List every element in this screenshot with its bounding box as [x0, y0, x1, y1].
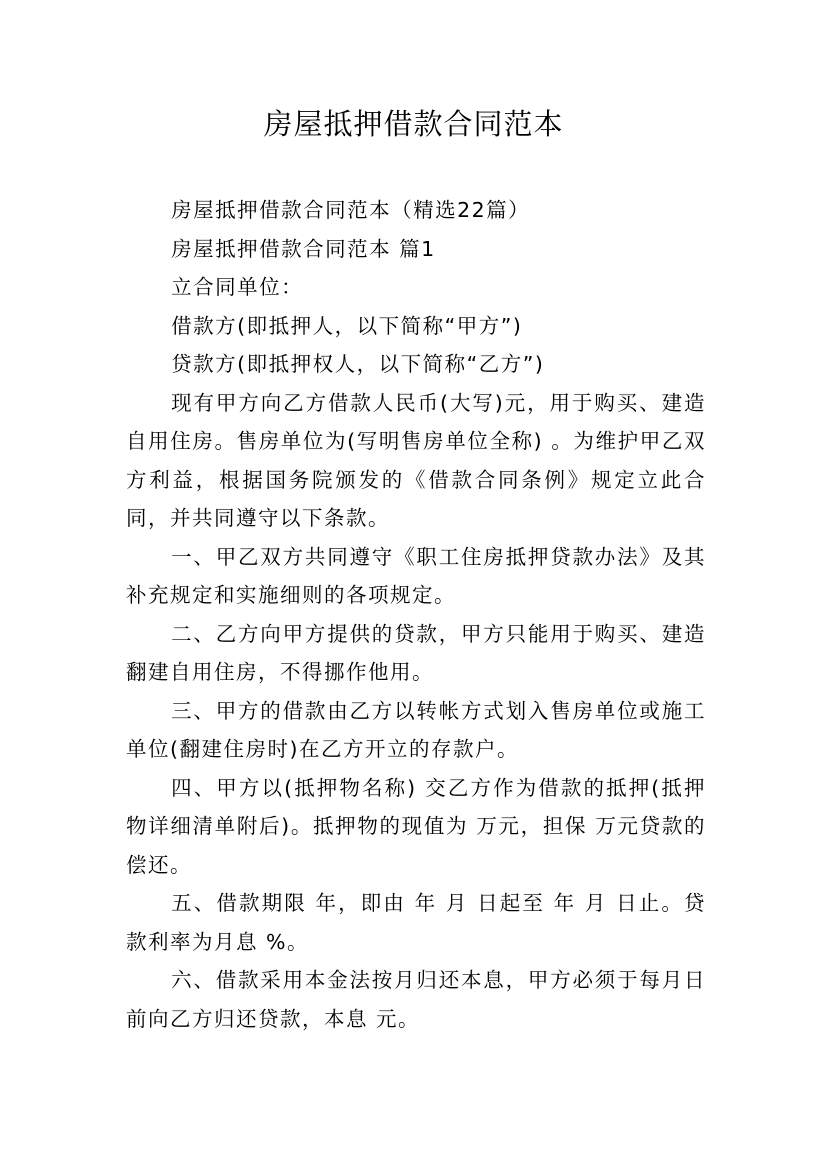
paragraph-clause-5: 五、借款期限 年，即由 年 月 日起至 年 月 日止。贷款利率为月息 %。 [126, 891, 706, 954]
paragraph-lender: 贷款方(即抵押权人，以下简称“乙方”) [171, 352, 545, 376]
paragraph-preamble: 现有甲方向乙方借款人民币(大写)元，用于购买、建造自用住房。售房单位为(写明售房单位全称) 。为维护甲乙双方利益，根据国务院颁发的《借款合同条例》规定立此合同，并共同遵守以下条款。 [126, 390, 706, 530]
paragraph-parties-label: 立合同单位： [171, 275, 304, 299]
paragraph-subtitle: 房屋抵押借款合同范本（精选22篇） [171, 198, 531, 222]
document-body [126, 191, 706, 1038]
paragraph-clause-3: 三、甲方的借款由乙方以转帐方式划入售房单位或施工单位(翻建住房时)在乙方开立的存款户。 [126, 698, 706, 761]
paragraph-clause-1: 一、甲乙双方共同遵守《职工住房抵押贷款办法》及其补充规定和实施细则的各项规定。 [126, 544, 706, 607]
document-title: 房屋抵押借款合同范本 [263, 107, 564, 141]
paragraph-borrower: 借款方(即抵押人，以下简称“甲方”) [171, 313, 523, 338]
paragraph-clause-6: 六、借款采用本金法按月归还本息，甲方必须于每月日前向乙方归还贷款，本息 元。 [126, 968, 706, 1031]
paragraph-clause-2: 二、乙方向甲方提供的贷款，甲方只能用于购买、建造翻建自用住房，不得挪作他用。 [126, 621, 706, 684]
paragraph-clause-4: 四、甲方以(抵押物名称) 交乙方作为借款的抵押(抵押物详细清单附后)。抵押物的现值为 万元，担保 万元贷款的偿还。 [126, 775, 706, 877]
paragraph-section-heading: 房屋抵押借款合同范本 篇1 [171, 236, 436, 261]
